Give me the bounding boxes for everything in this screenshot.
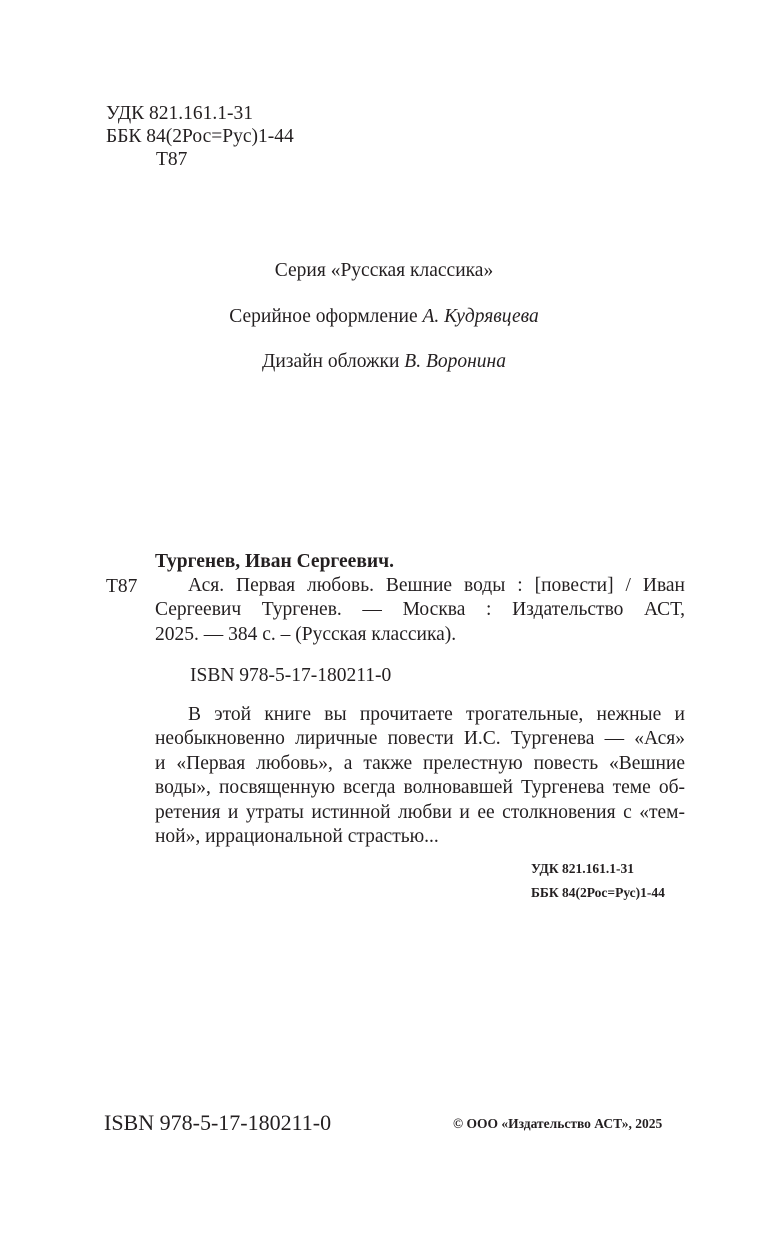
description-line: 2025. — 384 с. – (Русская классика). (155, 623, 457, 645)
cover-design-line (0, 351, 768, 373)
catalog-isbn: ISBN 978-5-17-180211-0 (190, 665, 392, 686)
footer-udk-code: УДК 821.161.1-31 (531, 861, 634, 876)
footer-bbk-code: ББК 84(2Рос=Рус)1-44 (531, 885, 665, 900)
author-mark: Т87 (156, 149, 188, 170)
footer-isbn: ISBN 978-5-17-180211-0 (104, 1110, 332, 1135)
description-line: Сергеевич Тургенев. — Москва : Издательство АСТ, (155, 599, 685, 621)
catalog-author-mark: Т87 (106, 576, 138, 597)
annotation-line: В этой книге вы прочитаете трогательные, нежные и (188, 704, 685, 725)
author-heading: Тургенев, Иван Сергеевич. (155, 551, 394, 572)
annotation-line: необыкновенно лиричные повести И.С. Тургенева — «Ася» (155, 728, 685, 750)
annotation (155, 703, 685, 849)
copyright: © ООО «Издательство АСТ», 2025 (453, 1116, 663, 1131)
annotation-line: воды», посвященную всегда волновавшей Тургенева теме об- (155, 777, 685, 799)
cover-design-label: Дизайн обложки (262, 351, 405, 372)
annotation-line: ной», иррациональной страстью... (155, 825, 439, 847)
cover-design-name: В. Воронина (404, 351, 506, 372)
series-design-label: Серийное оформление (229, 306, 423, 327)
annotation-line: ретения и утраты истинной любви и ее столкновения с «тем- (155, 801, 685, 823)
bbk-code: ББК 84(2Рос=Рус)1-44 (106, 126, 294, 147)
udk-code: УДК 821.161.1-31 (106, 103, 254, 124)
series-line: Серия «Русская классика» (274, 260, 494, 281)
series-design-name: А. Кудрявцева (422, 306, 539, 327)
annotation-line: и «Первая любовь», а также прелестную повесть «Вешние (155, 752, 685, 774)
series-design-line (0, 306, 768, 328)
description-line: Ася. Первая любовь. Вешние воды : [повести] / Иван (188, 575, 685, 596)
bibliographic-description (155, 574, 685, 647)
